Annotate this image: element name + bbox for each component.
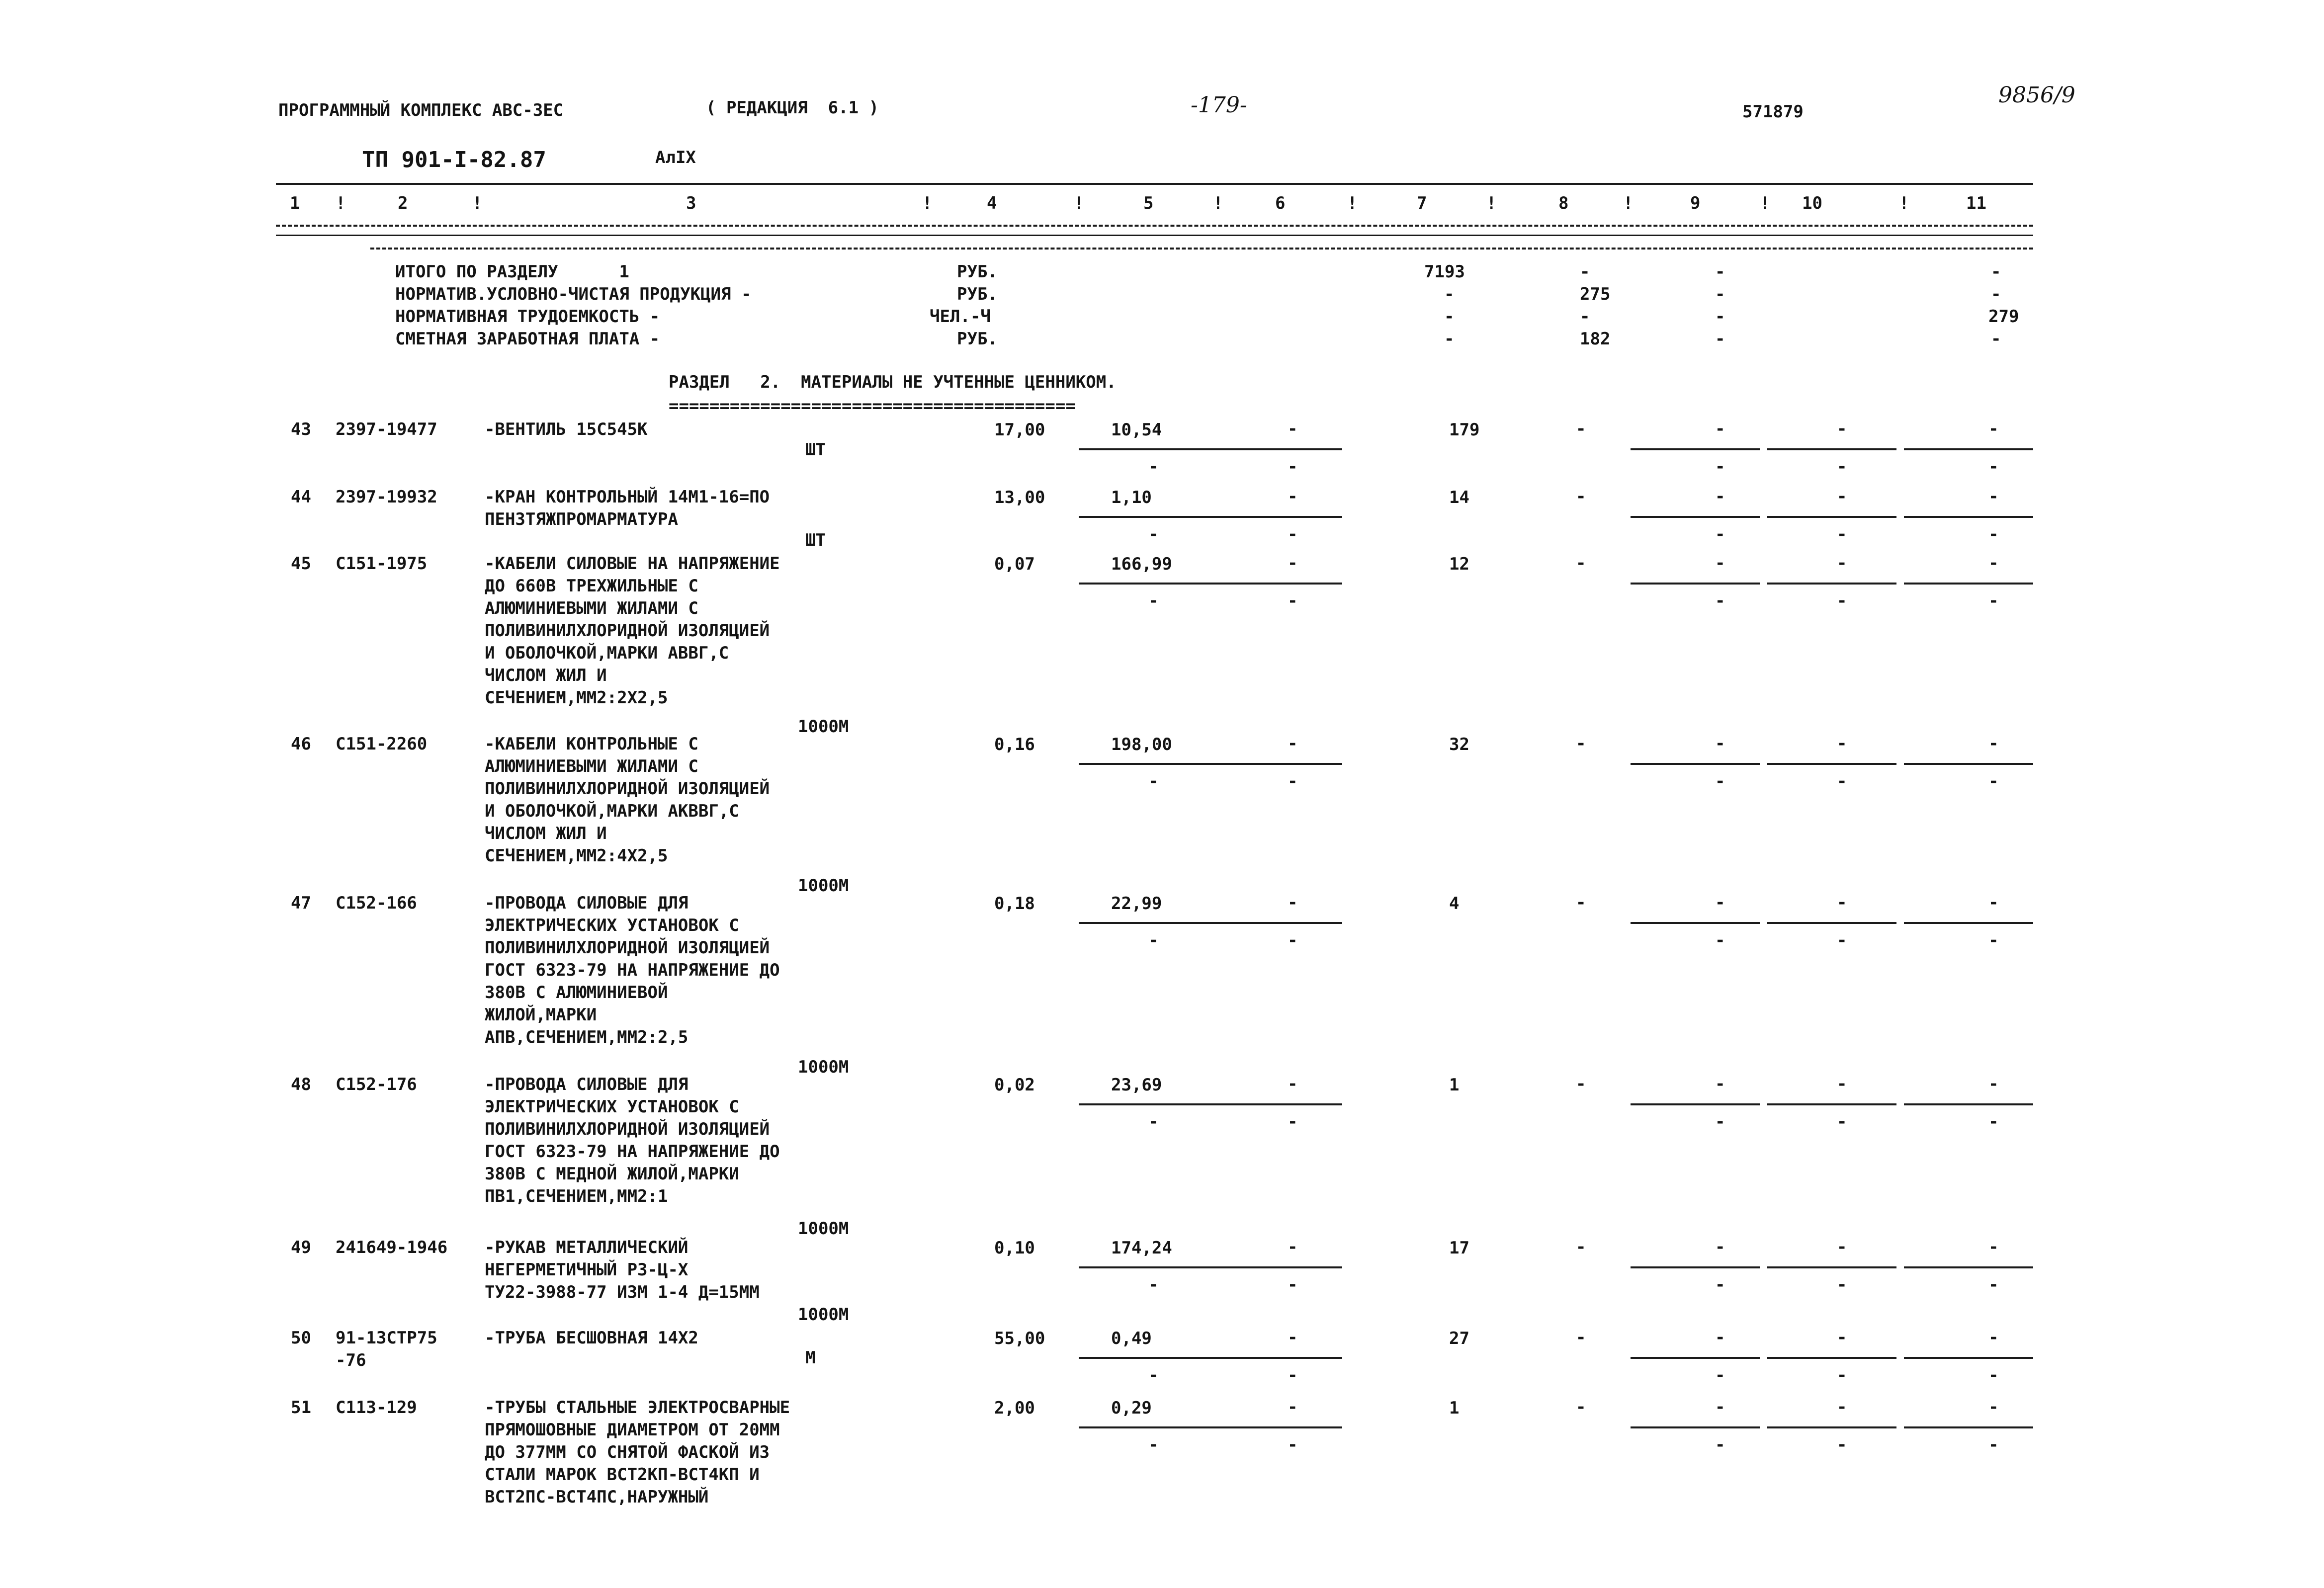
totals-col7: -	[1444, 307, 1455, 327]
item-sub-col10: -	[1837, 1435, 1847, 1455]
col9-rule	[1767, 763, 1896, 765]
item-description: -ПРОВОДА СИЛОВЫЕ ДЛЯ ЭЛЕКТРИЧЕСКИХ УСТАНОВОК С ПОЛИВИНИЛХЛОРИДНОЙ ИЗОЛЯЦИЕЙ ГОСТ 6323-79 НА НАПРЯЖЕНИЕ ДО 380В С МЕДНОЙ ЖИЛОЙ,МАРКИ ПВ1,СЕЧЕНИЕМ,ММ2:1	[485, 1075, 780, 1206]
col8-rule	[1631, 516, 1760, 518]
item-unit: М	[805, 1348, 816, 1368]
col9-rule	[1767, 1103, 1896, 1105]
item-col8: -	[1576, 1328, 1586, 1347]
item-sub-col11: -	[1988, 457, 1999, 477]
totals-col9: -	[1715, 307, 1725, 327]
price-rule	[1079, 448, 1342, 450]
item-total: 17	[1449, 1238, 1469, 1258]
col8-rule	[1631, 1426, 1760, 1428]
price-rule	[1079, 1426, 1342, 1428]
totals-col7: 7193	[1424, 262, 1465, 282]
item-col11: -	[1988, 553, 1999, 573]
item-col11: -	[1988, 1328, 1999, 1347]
item-col9: -	[1715, 1074, 1725, 1094]
col10-rule	[1904, 763, 2033, 765]
item-col10: -	[1837, 553, 1847, 573]
col10-rule	[1904, 922, 2033, 924]
col10-rule	[1904, 1426, 2033, 1428]
totals-col11: -	[1991, 262, 2001, 282]
item-description: -КРАН КОНТРОЛЬНЫЙ 14М1-16=ПО ПЕНЗТЯЖПРОМАРМАТУРА	[485, 487, 770, 529]
item-price: 198,00	[1111, 735, 1172, 754]
column-divider: !	[1486, 193, 1497, 213]
item-sub-price: -	[1148, 1365, 1159, 1385]
header-rule-bottom	[276, 225, 2033, 227]
item-sub-col11: -	[1988, 771, 1999, 791]
section-title-underline: ========================================	[669, 396, 1076, 416]
item-price: 0,49	[1111, 1329, 1152, 1348]
item-sub-col11: -	[1988, 1112, 1999, 1132]
item-sub-col9: -	[1715, 1112, 1725, 1132]
item-price: 1,10	[1111, 488, 1152, 507]
sheet-mark: 9856/9	[1998, 83, 2075, 108]
item-col11: -	[1988, 893, 1999, 913]
item-code: 2397-19477	[336, 419, 437, 439]
item-col6: -	[1288, 1074, 1298, 1094]
column-header: 11	[1966, 193, 1986, 213]
item-sub-price: -	[1148, 1435, 1159, 1455]
column-header: 8	[1558, 193, 1569, 213]
item-col10: -	[1837, 1328, 1847, 1347]
item-code: С151-1975	[336, 554, 428, 574]
item-sub-col10: -	[1837, 457, 1847, 477]
price-rule	[1079, 516, 1342, 518]
column-header: 2	[398, 193, 408, 213]
item-total: 179	[1449, 420, 1480, 440]
col8-rule	[1631, 1357, 1760, 1359]
totals-col9: -	[1715, 329, 1725, 349]
item-unit: 1000М	[798, 1219, 849, 1239]
item-sub-col9: -	[1715, 591, 1725, 611]
col10-rule	[1904, 516, 2033, 518]
item-quantity: 0,16	[994, 735, 1035, 754]
totals-unit: РУБ.	[957, 284, 998, 304]
item-quantity: 17,00	[994, 420, 1045, 440]
item-col8: -	[1576, 734, 1586, 753]
price-rule	[1079, 763, 1342, 765]
item-sub-col6: -	[1288, 930, 1298, 950]
col9-rule	[1767, 448, 1896, 450]
item-sub-col10: -	[1837, 591, 1847, 611]
item-number: 50	[291, 1328, 311, 1348]
item-total: 1	[1449, 1398, 1460, 1418]
col9-rule	[1767, 1266, 1896, 1268]
column-divider: !	[1760, 193, 1770, 213]
col10-rule	[1904, 448, 2033, 450]
totals-col8: 275	[1580, 284, 1611, 304]
price-rule	[1079, 1103, 1342, 1105]
totals-col7: -	[1444, 284, 1455, 304]
column-header: 10	[1802, 193, 1822, 213]
item-col6: -	[1288, 1328, 1298, 1347]
table-rule-2	[370, 248, 2033, 250]
item-col11: -	[1988, 419, 1999, 439]
col10-rule	[1904, 1357, 2033, 1359]
col9-rule	[1767, 1426, 1896, 1428]
program-title: ПРОГРАММНЫЙ КОМПЛЕКС АВС-3ЕС	[278, 100, 564, 120]
item-description: -ПРОВОДА СИЛОВЫЕ ДЛЯ ЭЛЕКТРИЧЕСКИХ УСТАНОВОК С ПОЛИВИНИЛХЛОРИДНОЙ ИЗОЛЯЦИЕЙ ГОСТ 6323-79 НА НАПРЯЖЕНИЕ ДО 380В С АЛЮМИНИЕВОЙ ЖИЛОЙ,МАРКИ АПВ,СЕЧЕНИЕМ,ММ2:2,5	[485, 893, 780, 1047]
column-divider: !	[1074, 193, 1084, 213]
item-col6: -	[1288, 1237, 1298, 1257]
item-col9: -	[1715, 1237, 1725, 1257]
item-sub-price: -	[1148, 591, 1159, 611]
totals-col8: -	[1580, 262, 1590, 282]
item-sub-price: -	[1148, 930, 1159, 950]
item-code: 241649-1946	[336, 1238, 448, 1257]
item-description: -КАБЕЛИ КОНТРОЛЬНЫЕ С АЛЮМИНИЕВЫМИ ЖИЛАМИ С ПОЛИВИНИЛХЛОРИДНОЙ ИЗОЛЯЦИЕЙ И ОБОЛОЧКОЙ,МАРКИ АКВВГ,С ЧИСЛОМ ЖИЛ И СЕЧЕНИЕМ,ММ2:4Х2,5	[485, 734, 770, 866]
item-sub-col9: -	[1715, 771, 1725, 791]
item-sub-col10: -	[1837, 930, 1847, 950]
item-sub-col10: -	[1837, 1365, 1847, 1385]
item-sub-col11: -	[1988, 1365, 1999, 1385]
item-price: 0,29	[1111, 1398, 1152, 1418]
item-price: 22,99	[1111, 894, 1162, 914]
item-quantity: 0,07	[994, 554, 1035, 574]
item-col10: -	[1837, 893, 1847, 913]
item-unit: 1000М	[798, 1305, 849, 1325]
item-sub-col9: -	[1715, 930, 1725, 950]
item-code: С113-129	[336, 1398, 417, 1418]
col9-rule	[1767, 1357, 1896, 1359]
item-col8: -	[1576, 1074, 1586, 1094]
item-col6: -	[1288, 1397, 1298, 1417]
item-sub-col9: -	[1715, 524, 1725, 544]
item-sub-col6: -	[1288, 457, 1298, 477]
column-divider: !	[336, 193, 346, 213]
item-sub-col6: -	[1288, 524, 1298, 544]
totals-unit: ЧЕЛ.-Ч	[930, 307, 991, 327]
item-description: -ТРУБА БЕСШОВНАЯ 14Х2	[485, 1328, 698, 1348]
item-col8: -	[1576, 553, 1586, 573]
project-code: ТП 901-I-82.87	[362, 147, 546, 172]
col9-rule	[1767, 922, 1896, 924]
header-rule-top	[276, 183, 2033, 185]
column-divider: !	[1623, 193, 1634, 213]
item-sub-col6: -	[1288, 1112, 1298, 1132]
col10-rule	[1904, 583, 2033, 585]
item-col8: -	[1576, 1397, 1586, 1417]
item-total: 32	[1449, 735, 1469, 754]
item-description: -КАБЕЛИ СИЛОВЫЕ НА НАПРЯЖЕНИЕ ДО 660В ТРЕХЖИЛЬНЫЕ С АЛЮМИНИЕВЫМИ ЖИЛАМИ С ПОЛИВИНИЛХЛОРИДНОЙ ИЗОЛЯЦИЕЙ И ОБОЛОЧКОЙ,МАРКИ АВВГ,С ЧИСЛОМ ЖИЛ И СЕЧЕНИЕМ,ММ2:2Х2,5	[485, 554, 780, 708]
item-col9: -	[1715, 893, 1725, 913]
item-sub-price: -	[1148, 457, 1159, 477]
item-sub-col9: -	[1715, 1275, 1725, 1295]
item-sub-col6: -	[1288, 1365, 1298, 1385]
item-sub-col6: -	[1288, 1435, 1298, 1455]
item-quantity: 13,00	[994, 488, 1045, 507]
col8-rule	[1631, 1103, 1760, 1105]
item-col10: -	[1837, 487, 1847, 506]
totals-line: НОРМАТИВ.УСЛОВНО-ЧИСТАЯ ПРОДУКЦИЯ -	[395, 284, 752, 304]
totals-line: СМЕТНАЯ ЗАРАБОТНАЯ ПЛАТА -	[395, 329, 660, 349]
item-description: -ТРУБЫ СТАЛЬНЫЕ ЭЛЕКТРОСВАРНЫЕ ПРЯМОШОВНЫЕ ДИАМЕТРОМ ОТ 20ММ ДО 377ММ СО СНЯТОЙ ФАСКОЙ ИЗ СТАЛИ МАРОК ВСТ2КП-ВСТ4КП И ВСТ2ПС-ВСТ4ПС,НАРУЖНЫЙ	[485, 1398, 790, 1507]
item-col8: -	[1576, 893, 1586, 913]
item-number: 46	[291, 734, 311, 754]
item-quantity: 0,02	[994, 1075, 1035, 1095]
item-col11: -	[1988, 1397, 1999, 1417]
album-label: АлIX	[655, 148, 696, 167]
item-code: С151-2260	[336, 734, 428, 754]
item-quantity: 55,00	[994, 1329, 1045, 1348]
item-col9: -	[1715, 1397, 1725, 1417]
column-header: 5	[1143, 193, 1154, 213]
item-description: -РУКАВ МЕТАЛЛИЧЕСКИЙ НЕГЕРМЕТИЧНЫЙ РЗ-Ц-Х ТУ22-3988-77 ИЗМ 1-4 Д=15ММ	[485, 1238, 760, 1302]
item-col9: -	[1715, 1328, 1725, 1347]
item-sub-price: -	[1148, 1275, 1159, 1295]
totals-col7: -	[1444, 329, 1455, 349]
item-unit: 1000М	[798, 876, 849, 896]
column-header: 1	[290, 193, 300, 213]
item-sub-price: -	[1148, 524, 1159, 544]
section-title: РАЗДЕЛ 2. МАТЕРИАЛЫ НЕ УЧТЕННЫЕ ЦЕННИКОМ.	[669, 372, 1117, 392]
item-price: 10,54	[1111, 420, 1162, 440]
item-col9: -	[1715, 553, 1725, 573]
item-number: 49	[291, 1238, 311, 1257]
column-header: 9	[1690, 193, 1701, 213]
item-col6: -	[1288, 893, 1298, 913]
item-total: 1	[1449, 1075, 1460, 1095]
item-number: 51	[291, 1398, 311, 1418]
item-col8: -	[1576, 419, 1586, 439]
item-sub-col11: -	[1988, 930, 1999, 950]
item-price: 174,24	[1111, 1238, 1172, 1258]
item-sub-col10: -	[1837, 524, 1847, 544]
item-sub-col6: -	[1288, 771, 1298, 791]
item-sub-col11: -	[1988, 524, 1999, 544]
col8-rule	[1631, 448, 1760, 450]
table-rule	[276, 235, 2033, 236]
column-header: 3	[686, 193, 696, 213]
col9-rule	[1767, 516, 1896, 518]
item-quantity: 0,18	[994, 894, 1035, 914]
item-number: 45	[291, 554, 311, 574]
col10-rule	[1904, 1266, 2033, 1268]
item-sub-col9: -	[1715, 1435, 1725, 1455]
item-number: 44	[291, 487, 311, 507]
item-unit: 1000М	[798, 717, 849, 737]
totals-col9: -	[1715, 284, 1725, 304]
item-col8: -	[1576, 487, 1586, 506]
item-col10: -	[1837, 1237, 1847, 1257]
price-rule	[1079, 583, 1342, 585]
totals-line: НОРМАТИВНАЯ ТРУДОЕМКОСТЬ -	[395, 307, 660, 327]
item-col11: -	[1988, 734, 1999, 753]
item-unit: ШТ	[805, 530, 826, 550]
item-number: 43	[291, 419, 311, 439]
totals-unit: РУБ.	[957, 262, 998, 282]
item-col6: -	[1288, 734, 1298, 753]
column-header: 7	[1417, 193, 1427, 213]
item-col9: -	[1715, 487, 1725, 506]
document-code: 571879	[1742, 102, 1804, 122]
column-divider: !	[1347, 193, 1358, 213]
item-quantity: 2,00	[994, 1398, 1035, 1418]
column-divider: !	[472, 193, 483, 213]
totals-col11: -	[1991, 284, 2001, 304]
column-divider: !	[1213, 193, 1223, 213]
item-col6: -	[1288, 487, 1298, 506]
totals-col8: -	[1580, 307, 1590, 327]
col10-rule	[1904, 1103, 2033, 1105]
price-rule	[1079, 1266, 1342, 1268]
item-col11: -	[1988, 1074, 1999, 1094]
column-divider: !	[922, 193, 933, 213]
col8-rule	[1631, 922, 1760, 924]
item-sub-price: -	[1148, 1112, 1159, 1132]
item-price: 166,99	[1111, 554, 1172, 574]
totals-col9: -	[1715, 262, 1725, 282]
item-sub-col10: -	[1837, 771, 1847, 791]
item-sub-col9: -	[1715, 1365, 1725, 1385]
item-sub-col6: -	[1288, 591, 1298, 611]
item-col11: -	[1988, 487, 1999, 506]
column-header: 4	[987, 193, 997, 213]
totals-col8: 182	[1580, 329, 1611, 349]
totals-unit: РУБ.	[957, 329, 998, 349]
item-col6: -	[1288, 419, 1298, 439]
totals-col11: -	[1991, 329, 2001, 349]
item-col10: -	[1837, 419, 1847, 439]
item-sub-col10: -	[1837, 1275, 1847, 1295]
item-col10: -	[1837, 1397, 1847, 1417]
item-sub-col11: -	[1988, 591, 1999, 611]
item-col10: -	[1837, 1074, 1847, 1094]
item-code: С152-166	[336, 893, 417, 913]
column-header: 6	[1275, 193, 1286, 213]
item-unit: 1000М	[798, 1057, 849, 1077]
item-code: 91-13СТР75 -76	[336, 1328, 437, 1370]
page-number: -179-	[1191, 92, 1247, 118]
item-col9: -	[1715, 419, 1725, 439]
item-code: С152-176	[336, 1075, 417, 1094]
item-total: 4	[1449, 894, 1460, 914]
totals-line: ИТОГО ПО РАЗДЕЛУ 1	[395, 262, 629, 282]
item-sub-col9: -	[1715, 457, 1725, 477]
col8-rule	[1631, 1266, 1760, 1268]
item-number: 47	[291, 893, 311, 913]
item-col11: -	[1988, 1237, 1999, 1257]
item-unit: ШТ	[805, 440, 826, 460]
col8-rule	[1631, 583, 1760, 585]
item-sub-col10: -	[1837, 1112, 1847, 1132]
item-code: 2397-19932	[336, 487, 437, 507]
item-sub-col11: -	[1988, 1275, 1999, 1295]
item-price: 23,69	[1111, 1075, 1162, 1095]
item-sub-price: -	[1148, 771, 1159, 791]
price-rule	[1079, 922, 1342, 924]
item-col6: -	[1288, 553, 1298, 573]
item-number: 48	[291, 1075, 311, 1094]
item-sub-col6: -	[1288, 1275, 1298, 1295]
item-total: 14	[1449, 488, 1469, 507]
item-col10: -	[1837, 734, 1847, 753]
totals-col11: 279	[1988, 307, 2019, 327]
edition-label: ( РЕДАКЦИЯ 6.1 )	[706, 98, 879, 118]
item-col9: -	[1715, 734, 1725, 753]
item-quantity: 0,10	[994, 1238, 1035, 1258]
item-description: -ВЕНТИЛЬ 15С545К	[485, 419, 648, 439]
col9-rule	[1767, 583, 1896, 585]
col8-rule	[1631, 763, 1760, 765]
item-total: 12	[1449, 554, 1469, 574]
item-sub-col11: -	[1988, 1435, 1999, 1455]
price-rule	[1079, 1357, 1342, 1359]
item-col8: -	[1576, 1237, 1586, 1257]
item-total: 27	[1449, 1329, 1469, 1348]
column-divider: !	[1899, 193, 1909, 213]
